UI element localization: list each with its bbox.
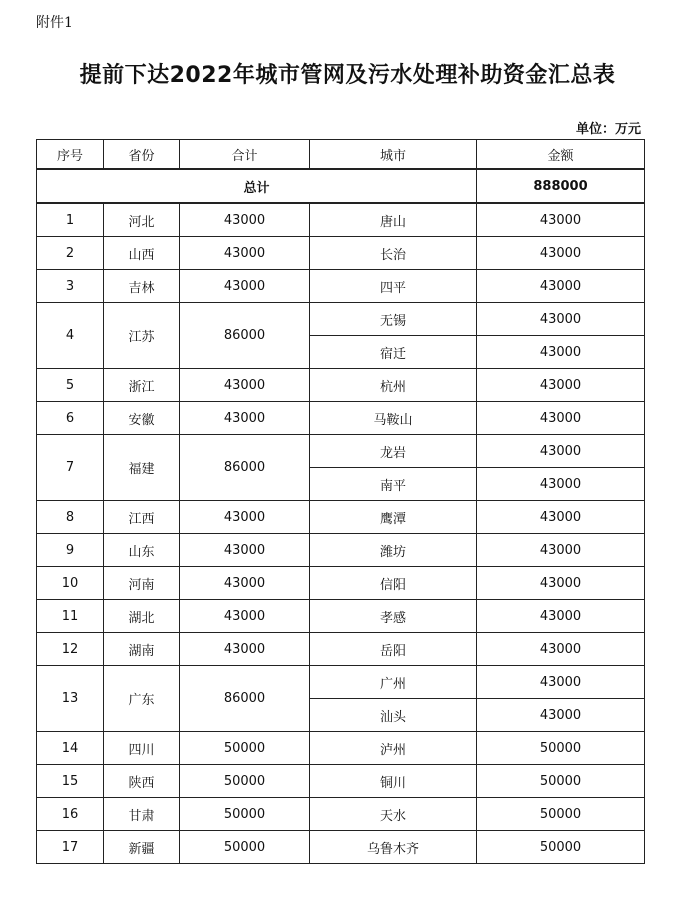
table-row [37,369,645,402]
seq-cell: 11 [37,600,104,633]
seq-cell: 9 [37,534,104,567]
seq-cell: 10 [37,567,104,600]
city-cell: 宿迁 [310,336,477,369]
amount-cell: 50000 [477,798,645,831]
province-cell: 陕西 [104,765,180,798]
table-row [37,798,645,831]
city-cell: 潍坊 [310,534,477,567]
table-row [37,237,645,270]
province-cell: 甘肃 [104,798,180,831]
amount-cell: 43000 [477,270,645,303]
province-cell: 山西 [104,237,180,270]
table-row [37,765,645,798]
province-cell: 新疆 [104,831,180,864]
attachment-label: 附件1 [36,15,73,31]
amount-cell: 43000 [477,699,645,732]
city-cell: 四平 [310,270,477,303]
subtotal-cell: 43000 [180,369,310,402]
subtotal-cell: 43000 [180,270,310,303]
total-value: 888000 [477,169,645,203]
subtotal-cell: 43000 [180,501,310,534]
province-cell: 河南 [104,567,180,600]
header-city: 城市 [310,140,477,170]
province-cell: 江西 [104,501,180,534]
subtotal-cell: 43000 [180,402,310,435]
amount-cell: 43000 [477,501,645,534]
amount-cell: 43000 [477,633,645,666]
seq-cell: 1 [37,203,104,237]
seq-cell: 15 [37,765,104,798]
header-subtotal: 合计 [180,140,310,170]
amount-cell: 43000 [477,336,645,369]
amount-cell: 43000 [477,402,645,435]
province-cell: 湖南 [104,633,180,666]
subtotal-cell: 86000 [180,303,310,369]
subtotal-cell: 50000 [180,798,310,831]
province-cell: 湖北 [104,600,180,633]
amount-cell: 43000 [477,203,645,237]
city-cell: 孝感 [310,600,477,633]
amount-cell: 43000 [477,534,645,567]
city-cell: 杭州 [310,369,477,402]
city-cell: 长治 [310,237,477,270]
subtotal-cell: 43000 [180,203,310,237]
seq-cell: 13 [37,666,104,732]
seq-cell: 4 [37,303,104,369]
table-row [37,534,645,567]
subtotal-cell: 50000 [180,831,310,864]
province-cell: 安徽 [104,402,180,435]
subtotal-cell: 43000 [180,567,310,600]
city-cell: 广州 [310,666,477,699]
city-cell: 马鞍山 [310,402,477,435]
table-row [37,501,645,534]
amount-cell: 43000 [477,369,645,402]
province-cell: 浙江 [104,369,180,402]
seq-cell: 3 [37,270,104,303]
table-row [37,435,645,468]
table-body [37,169,645,864]
city-cell: 唐山 [310,203,477,237]
city-cell: 天水 [310,798,477,831]
amount-cell: 43000 [477,666,645,699]
table-row [37,567,645,600]
table-row [37,732,645,765]
table-header-row [37,140,645,170]
city-cell: 信阳 [310,567,477,600]
table-row [37,203,645,237]
province-cell: 四川 [104,732,180,765]
subtotal-cell: 86000 [180,435,310,501]
amount-cell: 43000 [477,303,645,336]
table-row [37,402,645,435]
amount-cell: 43000 [477,600,645,633]
seq-cell: 2 [37,237,104,270]
province-cell: 江苏 [104,303,180,369]
page-title: 提前下达2022年城市管网及污水处理补助资金汇总表 [79,63,616,88]
table-row [37,831,645,864]
city-cell: 岳阳 [310,633,477,666]
table-row [37,303,645,336]
seq-cell: 6 [37,402,104,435]
subtotal-cell: 86000 [180,666,310,732]
header-province: 省份 [104,140,180,170]
province-cell: 河北 [104,203,180,237]
amount-cell: 43000 [477,237,645,270]
province-cell: 福建 [104,435,180,501]
unit-label: 单位：万元 [575,122,641,137]
subtotal-cell: 43000 [180,534,310,567]
city-cell: 铜川 [310,765,477,798]
subsidy-summary-table [36,139,645,864]
seq-cell: 7 [37,435,104,501]
header-seq: 序号 [37,140,104,170]
subtotal-cell: 50000 [180,732,310,765]
amount-cell: 50000 [477,765,645,798]
seq-cell: 17 [37,831,104,864]
province-cell: 吉林 [104,270,180,303]
city-cell: 龙岩 [310,435,477,468]
subtotal-cell: 43000 [180,633,310,666]
province-cell: 山东 [104,534,180,567]
city-cell: 鹰潭 [310,501,477,534]
amount-cell: 43000 [477,567,645,600]
subtotal-cell: 43000 [180,600,310,633]
table-row [37,666,645,699]
seq-cell: 8 [37,501,104,534]
amount-cell: 50000 [477,732,645,765]
province-cell: 广东 [104,666,180,732]
table-row [37,270,645,303]
seq-cell: 5 [37,369,104,402]
city-cell: 乌鲁木齐 [310,831,477,864]
header-amount: 金额 [477,140,645,170]
seq-cell: 14 [37,732,104,765]
seq-cell: 12 [37,633,104,666]
subtotal-cell: 43000 [180,237,310,270]
total-row [37,169,645,203]
subtotal-cell: 50000 [180,765,310,798]
amount-cell: 43000 [477,435,645,468]
city-cell: 泸州 [310,732,477,765]
total-label: 总计 [37,169,477,203]
table-row [37,600,645,633]
city-cell: 南平 [310,468,477,501]
amount-cell: 50000 [477,831,645,864]
city-cell: 无锡 [310,303,477,336]
seq-cell: 16 [37,798,104,831]
city-cell: 汕头 [310,699,477,732]
table-row [37,633,645,666]
amount-cell: 43000 [477,468,645,501]
